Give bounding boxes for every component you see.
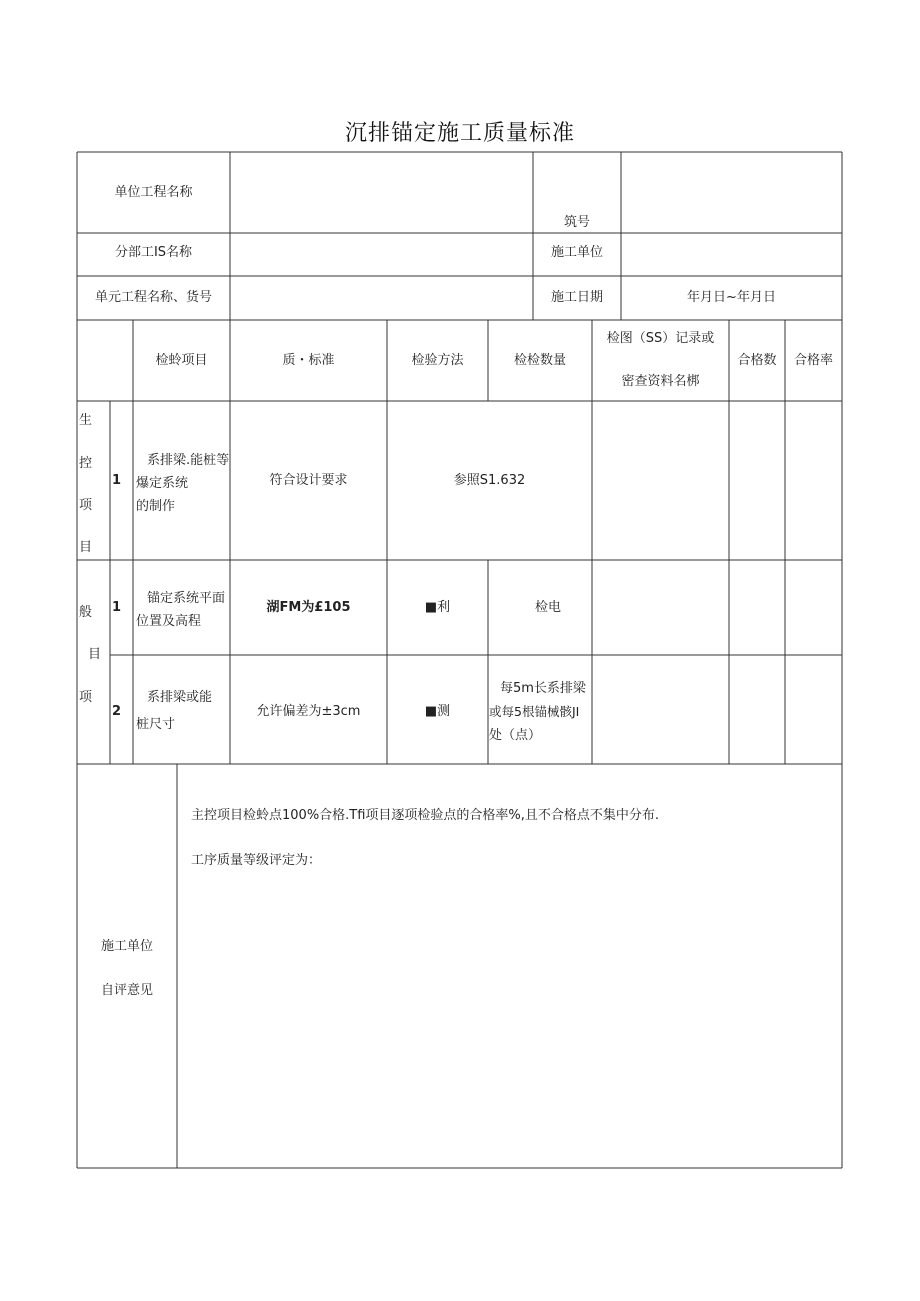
unit-project-label: 单位工程名称 <box>114 185 193 200</box>
column-header-record-line2: 密查资料名梆 <box>621 374 700 389</box>
general-row-number: 2 <box>112 704 122 719</box>
general-quantity-line: 每5m长系排梁 <box>500 681 586 696</box>
general-quantity-line: 或每5根锚械骸JI <box>489 704 580 719</box>
main-control-standard: 符合设计要求 <box>269 473 348 488</box>
general-quantity-line: 处（点） <box>489 728 542 743</box>
general-method: ■利 <box>424 600 451 615</box>
construction-date-value: 年月日~年月日 <box>687 290 776 305</box>
general-row-number: 1 <box>112 600 122 615</box>
main-control-category-char: 项 <box>79 498 93 513</box>
general-category-char: 目 <box>88 647 102 662</box>
unit-element-label: 单元工程名称、货号 <box>94 290 212 305</box>
main-control-row-number: 1 <box>112 473 122 488</box>
main-control-category-char: 目 <box>79 540 93 555</box>
general-item-line: 锚定系统平面 <box>147 591 226 606</box>
self-evaluation-label-line2: 自评意见 <box>100 983 153 998</box>
general-standard: 湖FM为£105 <box>266 600 351 615</box>
main-control-category-char: 生 <box>79 413 93 428</box>
general-method: ■测 <box>424 704 451 719</box>
page-title: 沉排锚定施工质量标准 <box>344 121 575 146</box>
self-evaluation-text-line1: 主控项目检蛉点100%合格.Tfi项目逐项检验点的合格率%,且不合格点不集中分布. <box>191 808 660 823</box>
self-evaluation-label-line1: 施工单位 <box>100 939 153 954</box>
general-standard: 允许偏差为±3cm <box>256 704 361 719</box>
column-header-pass-rate: 合格率 <box>793 353 833 368</box>
column-header-method: 检验方法 <box>411 353 464 368</box>
column-header-pass-count: 合格数 <box>737 353 777 368</box>
main-control-item-line: 爆定系统 <box>136 476 189 491</box>
general-item-line: 系排梁或能 <box>147 690 213 705</box>
column-header-item: 检蛉项目 <box>155 353 208 368</box>
general-category-char: 项 <box>79 690 93 705</box>
column-header-standard: 质・标准 <box>282 353 335 368</box>
general-item-line: 桩尺寸 <box>136 717 176 732</box>
sub-project-label: 分部工IS名称 <box>114 245 193 260</box>
main-control-method: 参照S1.632 <box>453 473 526 488</box>
general-category-char: 般 <box>79 605 93 620</box>
code-label: 筑号 <box>563 215 590 230</box>
construction-date-label: 施工日期 <box>550 290 603 305</box>
main-control-item-line: 系排梁.能桩等 <box>147 453 230 468</box>
general-quantity-line: 检电 <box>534 600 561 615</box>
column-header-record-line1: 检图（SS）记录或 <box>606 331 715 346</box>
general-item-line: 位置及高程 <box>136 614 202 629</box>
main-control-item-line: 的制作 <box>136 499 176 514</box>
column-header-quantity: 检检数量 <box>513 353 566 368</box>
construction-unit-label: 施工单位 <box>550 245 603 260</box>
main-control-category-char: 控 <box>79 456 93 471</box>
self-evaluation-text-line2: 工序质量等级评定为： <box>191 853 322 868</box>
